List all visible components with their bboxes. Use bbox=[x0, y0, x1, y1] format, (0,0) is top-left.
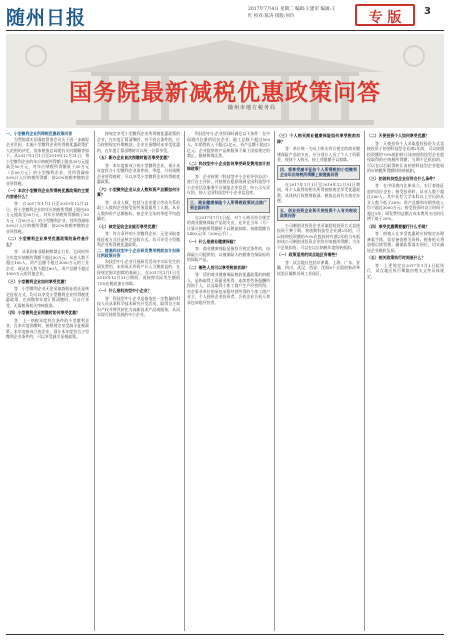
body-paragraph: 答：自2017年1月1日至2019年12月31日，将小型微利企业的年应纳税所得额上限由30万元提高至50万元，对年应纳税所得额低于50万元（含50万元）的小型微利企业，其所得减按50%计入应纳税所得额，按20%的税率缴纳企业所得税。 bbox=[6, 201, 89, 234]
body-paragraph: 答：适用商业健康保险税收优惠政策的纳税人，是指取得工资薪金所得、连续性劳务报酬所得的个人，以及取得个体工商户生产经营所得、对企事业单位的承包承租经营所得的个体工商户业主、个人独资企业投资者、合伙企业合伙人和承包承租经营者。 bbox=[187, 272, 270, 305]
question-heading: （一）什么是商业健康保险？ bbox=[187, 238, 238, 244]
body-paragraph: 答：商业健康保险是指符合规定条件的，由保险公司提供的，以被保险人的健康为保险标的的保险产品。 bbox=[187, 246, 270, 262]
body-paragraph: 科技型中小企业须同时满足以下条件：在中国境内注册的居民企业；职工总数不超过500人、年销售收入不超过2亿元、资产总额不超过2亿元；企业提供的产品和服务不属于国家规定的禁止、限制和淘汰类。 bbox=[187, 131, 270, 158]
column-divider bbox=[94, 131, 95, 631]
body-paragraph: 自2017年7月1日起，对个人购买符合规定的商业健康保险产品的支出，允许在当年（月）计算应纳税所得额时予以税前扣除，扣除限额为2400元/年（200元/月）。 bbox=[187, 214, 270, 236]
question-heading: （二）天使投资个人如何享受优惠？ bbox=[367, 133, 430, 138]
question-heading: （六）小型微利企业从业人数和资产总额如何计算？ bbox=[97, 186, 180, 197]
body-paragraph: 按规定享受小型微利企业所得税优惠政策的企业，在年度汇算清缴时，对不符合条件的，应当按照规定补缴税款。企业在预缴时未享受优惠的，在年度汇算清缴时可以统一计算享受。 bbox=[97, 131, 180, 153]
article-column-3 bbox=[187, 131, 270, 631]
article-column-2 bbox=[97, 131, 180, 631]
body-paragraph: 公司制创业投资企业采取股权投资方式直接投资于种子期、初创期科技型企业满2年的，可以按照投资额的70%在股权持有满2年的当年抵扣该公司制创业投资企业的应纳税所得额；当年不足抵扣的，可以在以后纳税年度结转抵扣。 bbox=[277, 222, 360, 250]
issue-info: 2017年7月4日 星期二 编辑:王建军 编辑:王红 校对:陈涛 排版:何玲 bbox=[248, 7, 336, 19]
column-divider bbox=[184, 131, 185, 631]
section-tab bbox=[355, 4, 415, 26]
question-heading: （二）哪些人员可以享受税前扣除？ bbox=[187, 264, 250, 270]
section-label: 专 版 bbox=[368, 10, 402, 26]
question-heading: （三）初创科技型企业应符合什么条件？ bbox=[367, 175, 438, 181]
question-heading: （一）什么是科技型中小企业？ bbox=[97, 288, 152, 293]
body-paragraph: 答：纳税人在享受优惠时应按规定办理备案手续，留存备查相关资料。税务机关将加强后续管理，确保政策落实到位，切实减轻企业税收负担。 bbox=[367, 231, 444, 253]
boxed-section-heading: 三、商业健康保险个人所得税政策试点推广到全国问答 bbox=[187, 198, 270, 213]
body-paragraph: 答：上述规定自2017年1月1日起执行，试点地区执行期限由相关文件具体规定。 bbox=[367, 262, 444, 279]
body-paragraph: 科技型中小企业开展研发活动中实际发生的研发费用，未形成无形资产计入当期损益的，在按规定据实扣除的基础上，在2017年1月1日至2019年12月31日期间，再按照实际发生额的75%在税前加计扣除。 bbox=[97, 258, 180, 286]
headline-banner bbox=[6, 34, 444, 128]
page-number: 3 bbox=[424, 6, 431, 17]
question-heading: （一）本次小型微利企业所得税优惠政策的主要内容是什么？ bbox=[6, 188, 89, 199]
body-paragraph: 答：本年度新成立的小型微利企业，预计本年度符合小型微利企业条件的，季度、月份预缴企业所得税时，可以享受小型微利企业所得税优惠政策。 bbox=[97, 162, 180, 184]
question-heading: （四）小型微利企业预缴时如何享受优惠？ bbox=[6, 310, 80, 315]
body-paragraph: 答：单位统一为员工购买符合规定的商业健康保险产品的支出，应分别计入员工个人工资薪金，视同个人购买，按上述限额予以扣除。 bbox=[277, 146, 360, 162]
question-heading: （五）相关政策执行时间是什么？ bbox=[367, 255, 426, 260]
boxed-section-heading: 五、创业投资企业和天使投资个人有关税收政策问答 bbox=[277, 206, 360, 221]
body-paragraph: 在2017年1月1日至2019年12月31日期间，对个人取得的相关所得按照规定享受优惠政策，具体执行按照财政部、税务总局有关规定办理。 bbox=[277, 181, 360, 203]
footer-rule bbox=[6, 634, 444, 635]
body-paragraph: 答：从事国家非限制和禁止行业，且同时符合年度应纳税所得额不超过50万元、从业人数不超过100人、资产总额不超过3000万元的工业企业，或从业人数不超过80人、资产总额不超过1000万元的其他企业。 bbox=[6, 249, 89, 276]
body-paragraph: 答：试点地区包括京津冀、上海、广东、安徽、四川、武汉、西安、沈阳8个全面创新改革试验区域和苏州工业园区。 bbox=[277, 259, 360, 276]
question-heading: （三）小型微利企业如何享受优惠？ bbox=[6, 278, 69, 284]
headline: 国务院最新减税优惠政策问答 bbox=[69, 80, 381, 106]
question-heading: （四）享受优惠需要履行什么手续？ bbox=[367, 223, 430, 229]
body-paragraph: 答：在中国境内注册成立、实行查账征收的居民企业；接受投资时，从业人数不超过200人，其中具有大学本科以上学历的从业人数不低于30%；资产总额和年销售收入均不超过3000万元；接受投资时设立时间不超过5年；研发费用总额占成本费用支出的比例不低于20%。 bbox=[367, 183, 444, 221]
question-heading: （七）核定征收企业能否享受优惠？ bbox=[97, 223, 160, 229]
body-paragraph: 为贯彻落实国务院常务会议关于进一步减轻企业负担、实施小型微利企业所得税优惠政策扩大范围的决定，国家税务总局就有关问题解答如下。从2017年1月1日至2019年12月31日，将小型微利企业的年应纳税所得额上限由30万元提高至50万元，对年应纳税所得额低于50万元（含50万元）的小型微利企业，其所得减按50%计入应纳税所得额，按20%的税率缴纳企业所得税。 bbox=[6, 136, 89, 186]
question-heading: （五）新办企业首次预缴时能否享受优惠？ bbox=[97, 155, 171, 160]
question-heading: （二）科技型中小企业如何享受研发费用加计扣除政策？ bbox=[187, 160, 270, 171]
section-heading: 二、提高科技型中小企业研发费用税前加计扣除比例政策问答 bbox=[97, 247, 180, 258]
question-heading: （一）政策适用的试点地区有哪些？ bbox=[277, 252, 340, 257]
article-column-5 bbox=[367, 131, 444, 631]
article-column-1 bbox=[6, 131, 89, 631]
body-paragraph: 答：科技型中小企业是指依托一定数量的科技人员从事科学技术研究开发活动，取得自主知识产权并将其转化为高新技术产品或服务，从而实现可持续发展的中小企业。 bbox=[97, 295, 180, 317]
question-heading: （三）个人购买商业健康保险如何享受税前扣除？ bbox=[277, 133, 360, 144]
body-paragraph: 答：从业人数，包括与企业建立劳动关系的职工人数和企业接受的劳务派遣用工人数。从业人数和资产总额指标，按企业全年的季度平均值确定。 bbox=[97, 199, 180, 221]
byline: 随州市地方税务局 bbox=[228, 105, 277, 111]
article-column-4 bbox=[277, 131, 360, 631]
question-heading: （二）小型微利企业享受优惠政策的条件是什么？ bbox=[6, 236, 89, 247]
body-paragraph: 答：小型微利企业无论采取查账征收还是核定征收方式，均可以享受小型微利企业所得税优惠政策，在预缴和年度汇算清缴时，可自行享受，无需税务机关审核批准。 bbox=[6, 286, 89, 308]
column-divider bbox=[274, 131, 275, 631]
masthead bbox=[0, 0, 450, 34]
body-paragraph: 答：企业按照《科技型中小企业评价办法》进行自主评价，并按照自愿原则到全国科技型中小企业信息服务平台填报企业信息，经公示无异议的，纳入全国科技型中小企业信息库。 bbox=[187, 173, 270, 195]
body-paragraph: 答：上一纳税年度符合条件的小型微利企业，在本年度预缴时，按照规定享受减半征税政策。本年度新成立的企业，预计本年度符合小型微利企业条件的，可以享受减半征税政策。 bbox=[6, 317, 89, 339]
body-paragraph: 答：天使投资个人采取股权投资方式直接投资于初创科技型企业满2年的，可以按照投资额的70%抵扣转让该初创科技型企业股权取得的应纳税所得额；当期不足抵扣的，可以在以后取得转让该初创科技型企业股权的应纳税所得额时结转抵扣。 bbox=[367, 140, 444, 173]
newspaper-logo: 随州日报 bbox=[6, 7, 87, 29]
masthead-rule bbox=[6, 30, 444, 31]
section-heading: 一、小型微利企业所得税优惠政策问答 bbox=[6, 131, 73, 136]
boxed-section-heading: 四、将享受减半征收个人所得税的小型微利企业年应纳税所得额上限提高问答 bbox=[277, 165, 360, 180]
body-paragraph: 答：符合条件的小型微利企业，无论采取查账征收方式还是核定征收方式，均可享受小型微利企业所得税优惠政策。 bbox=[97, 231, 180, 247]
column-divider bbox=[364, 131, 365, 631]
